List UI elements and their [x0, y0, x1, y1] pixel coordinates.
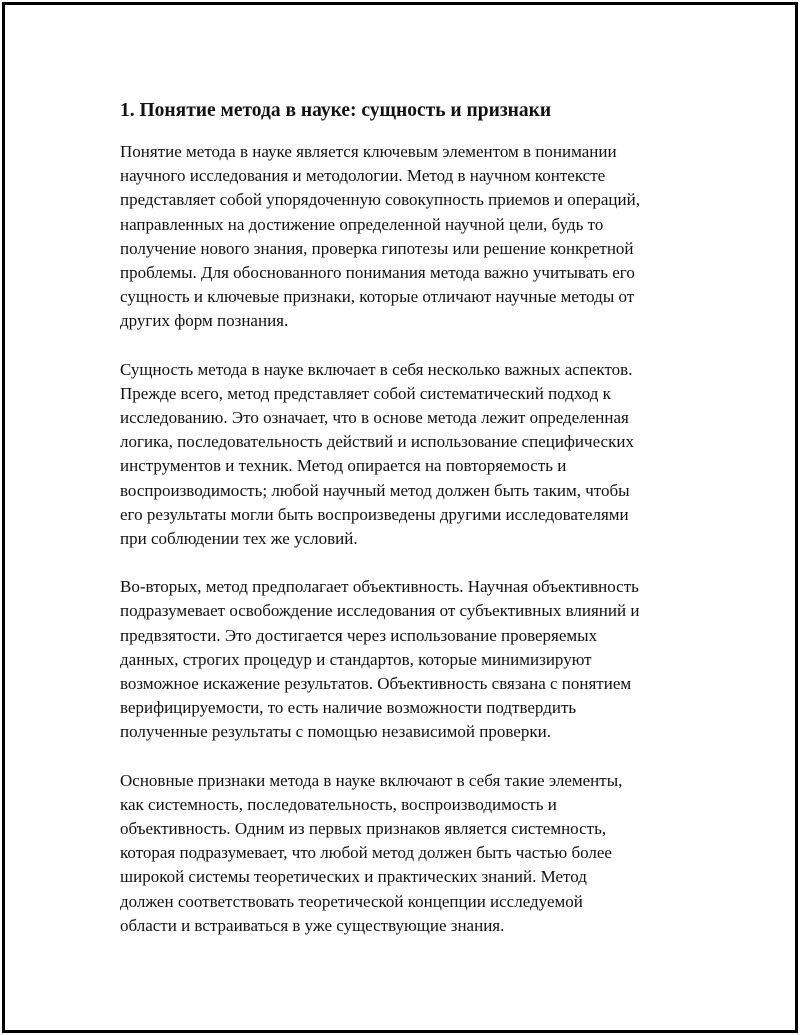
text-line: его результаты могли быть воспроизведены другими исследователями	[120, 504, 629, 524]
text-line: научного исследования и методологии. Метод в научном контексте	[120, 166, 606, 186]
text-line: области и встраиваться в уже существующие знания.	[120, 915, 505, 935]
text-line: других форм познания.	[120, 311, 289, 331]
page-border	[2, 2, 798, 1033]
text-line: подразумевает освобождение исследования от субъективных влияний и	[120, 601, 640, 621]
text-line: Понятие метода в науке является ключевым элементом в понимании	[120, 142, 617, 161]
text-line: должен соответствовать теоретической концепции исследуемой	[120, 891, 583, 911]
text-line: Прежде всего, метод представляет собой систематический подход к	[120, 383, 611, 403]
text-line: исследованию. Это означает, что в основе метода лежит определенная	[120, 408, 629, 428]
text-line: проблемы. Для обоснованного понимания метода важно учитывать его	[120, 263, 635, 283]
text-line: при соблюдении тех же условий.	[120, 529, 358, 549]
paragraph-objectivity	[120, 575, 700, 744]
text-line: данных, строгих процедур и стандартов, которые минимизируют	[120, 649, 592, 669]
text-line: сущность и ключевые признаки, которые отличают научные методы от	[120, 287, 635, 307]
text-line: как системность, последовательность, воспроизводимость и	[120, 794, 557, 814]
text-line: предвзятости. Это достигается через использование проверяемых	[120, 625, 598, 645]
text-line: Сущность метода в науке включает в себя несколько важных аспектов.	[120, 359, 633, 379]
text-line: Во-вторых, метод предполагает объективность. Научная объективность	[120, 577, 639, 597]
text-line: получение нового знания, проверка гипотезы или решение конкретной	[120, 238, 634, 258]
text-line: воспроизводимость; любой научный метод должен быть таким, чтобы	[120, 480, 630, 500]
text-line: направленных на достижение определенной научной цели, будь то	[120, 214, 604, 234]
text-line: представляет собой упорядоченную совокупность приемов и операций,	[120, 190, 640, 210]
text-line: объективность. Одним из первых признаков является системность,	[120, 819, 607, 839]
paragraph-features	[120, 769, 700, 938]
text-line: возможное искажение результатов. Объективность связана с понятием	[120, 674, 632, 694]
section-title: 1. Понятие метода в науке: сущность и признаки	[120, 100, 552, 121]
text-line: широкой системы теоретических и практических знаний. Метод	[120, 867, 587, 887]
text-line: полученные результаты с помощью независимой проверки.	[120, 722, 551, 742]
text-line: верифицируемости, то есть наличие возможности подтвердить	[120, 698, 577, 718]
text-line: Основные признаки метода в науке включают в себя такие элементы,	[120, 770, 623, 790]
text-line: которая подразумевает, что любой метод должен быть частью более	[120, 843, 612, 863]
document-body	[120, 98, 700, 962]
paragraph-essence	[120, 358, 700, 552]
text-line: логика, последовательность действий и использование специфических	[120, 432, 634, 452]
text-line: инструментов и техник. Метод опирается на повторяемость и	[120, 456, 567, 476]
paragraph-intro	[120, 140, 700, 334]
